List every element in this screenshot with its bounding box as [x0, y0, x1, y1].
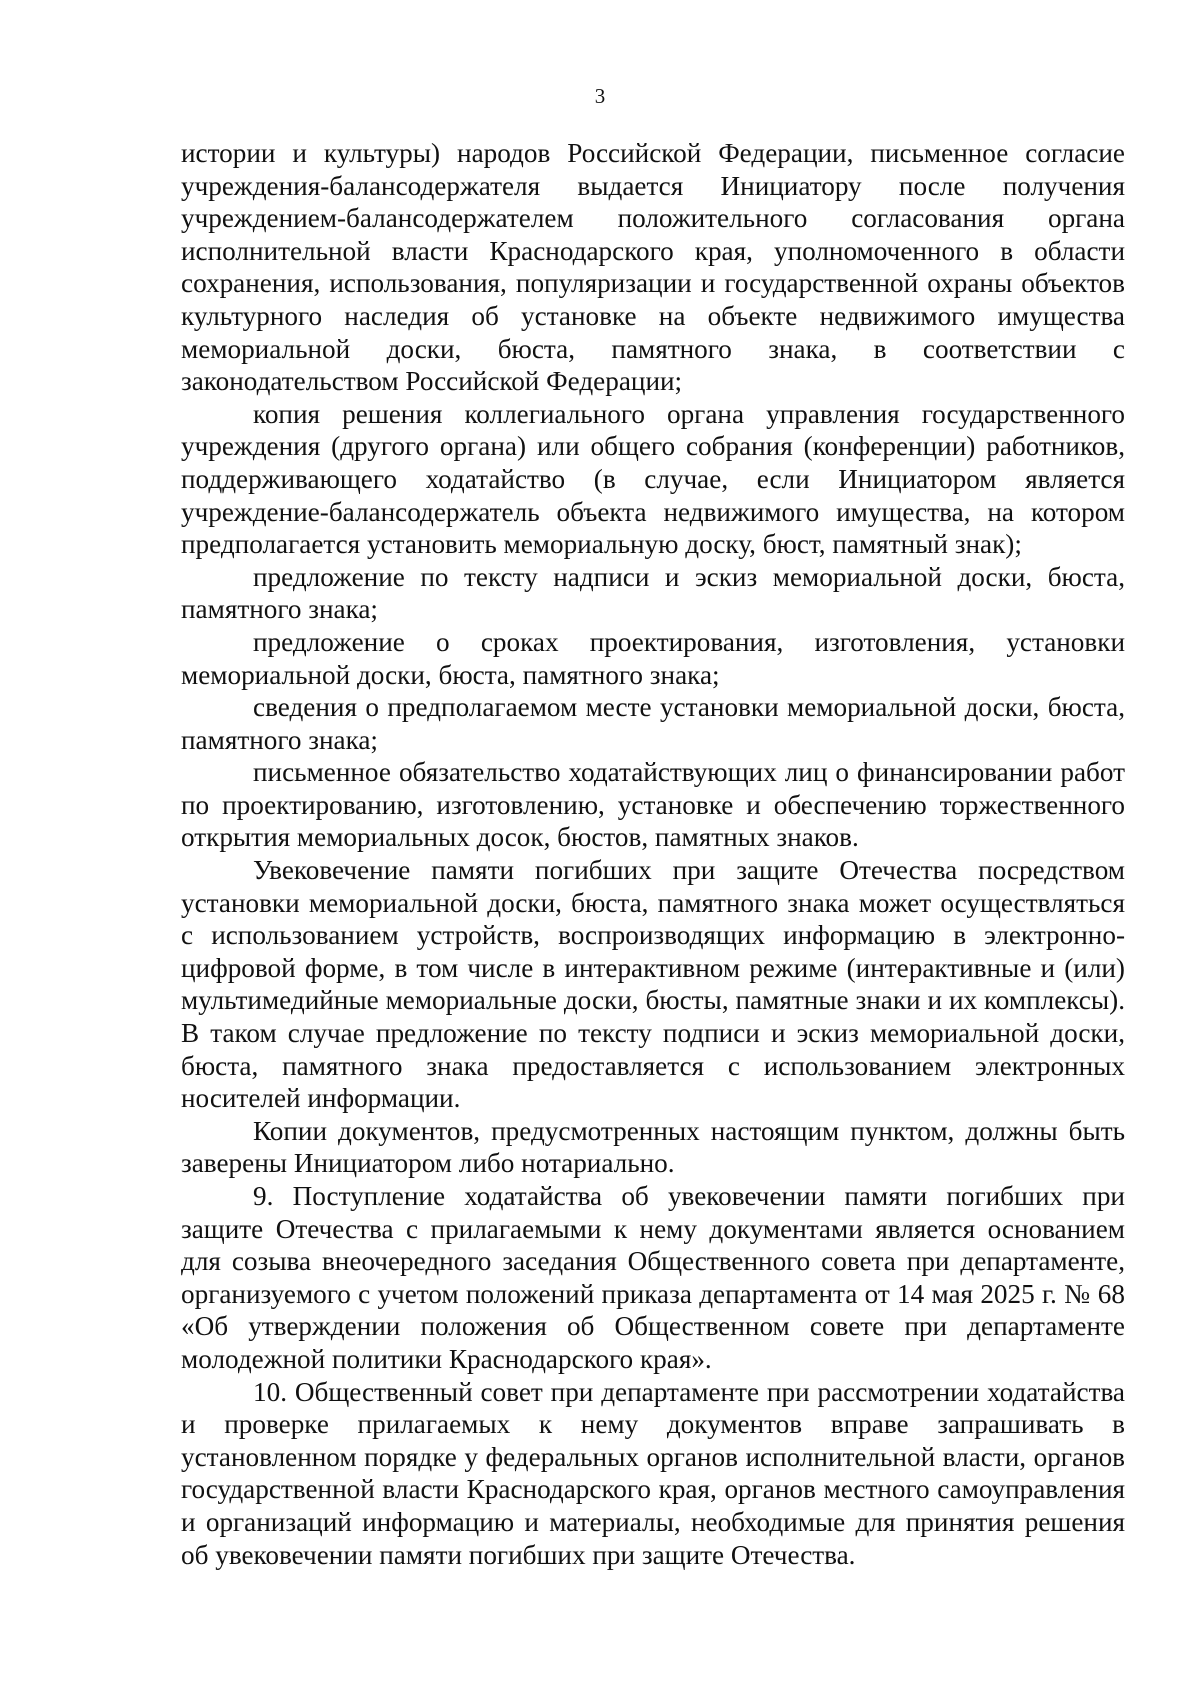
paragraph: Увековечение памяти погибших при защите Отечества посредством установки мемориальной доски, бюста, памятного знака может осуществляться с использованием устройств, воспроизводящих информацию в электронно-цифровой форме, в том числе в интерактивном режиме (интерактивные и (или) мультимедийные мемориальные доски, бюсты, памятные знаки и их комплексы). В таком случае предложение по тексту подписи и эскиз мемориальной доски, бюста, памятного знака предоставляется с использованием электронных носителей информации.: [181, 855, 1125, 1114]
paragraph: предложение по тексту надписи и эскиз мемориальной доски, бюста, памятного знака;: [181, 561, 1125, 625]
paragraph: Копии документов, предусмотренных настоящим пунктом, должны быть заверены Инициатором либо нотариально.: [181, 1115, 1125, 1179]
document-body: [181, 137, 1125, 1571]
paragraph-item-9: 9. Поступление ходатайства об увековечении памяти погибших при защите Отечества с прилагаемыми к нему документами является основанием для созыва внеочередного заседания Общественного совета при департаменте, организуемого с учетом положений приказа департамента от 14 мая 2025 г. № 68 «Об утверждении положения об Общественном совете при департаменте молодежной политики Краснодарского края».: [181, 1181, 1125, 1374]
paragraph-item-10: 10. Общественный совет при департаменте при рассмотрении ходатайства и проверке прилагаемых к нему документов вправе запрашивать в установленном порядке у федеральных органов исполнительной власти, органов государственной власти Краснодарского края, органов местного самоуправления и организаций информацию и материалы, необходимые для принятия решения об увековечении памяти погибших при защите Отечества.: [181, 1376, 1125, 1570]
paragraph: сведения о предполагаемом месте установки мемориальной доски, бюста, памятного знака;: [181, 692, 1125, 755]
page-number: 3: [594, 84, 606, 108]
paragraph: письменное обязательство ходатайствующих лиц о финансировании работ по проектированию, изготовлению, установке и обеспечению торжественного открытия мемориальных досок, бюстов, памятных знаков.: [181, 757, 1125, 853]
paragraph: предложение о сроках проектирования, изготовления, установки мемориальной доски, бюста, памятного знака;: [181, 626, 1125, 690]
paragraph: копия решения коллегиального органа управления государственного учреждения (другого органа) или общего собрания (конференции) работников, поддерживающего ходатайство (в случае, если Инициатором является учреждение-балансодержатель объекта недвижимого имущества, на котором предполагается установить мемориальную доску, бюст, памятный знак);: [181, 398, 1125, 560]
paragraph-continued: истории и культуры) народов Российской Федерации, письменное согласие учреждения-балансодержателя выдается Инициатору после получения учреждением-балансодержателем положительного согласования органа исполнительной власти Краснодарского края, уполномоченного в области сохранения, использования, популяризации и государственной охраны объектов культурного наследия об установке на объекте недвижимого имущества мемориальной доски, бюста, памятного знака, в соответствии с законодательством Российской Федерации;: [181, 138, 1125, 397]
